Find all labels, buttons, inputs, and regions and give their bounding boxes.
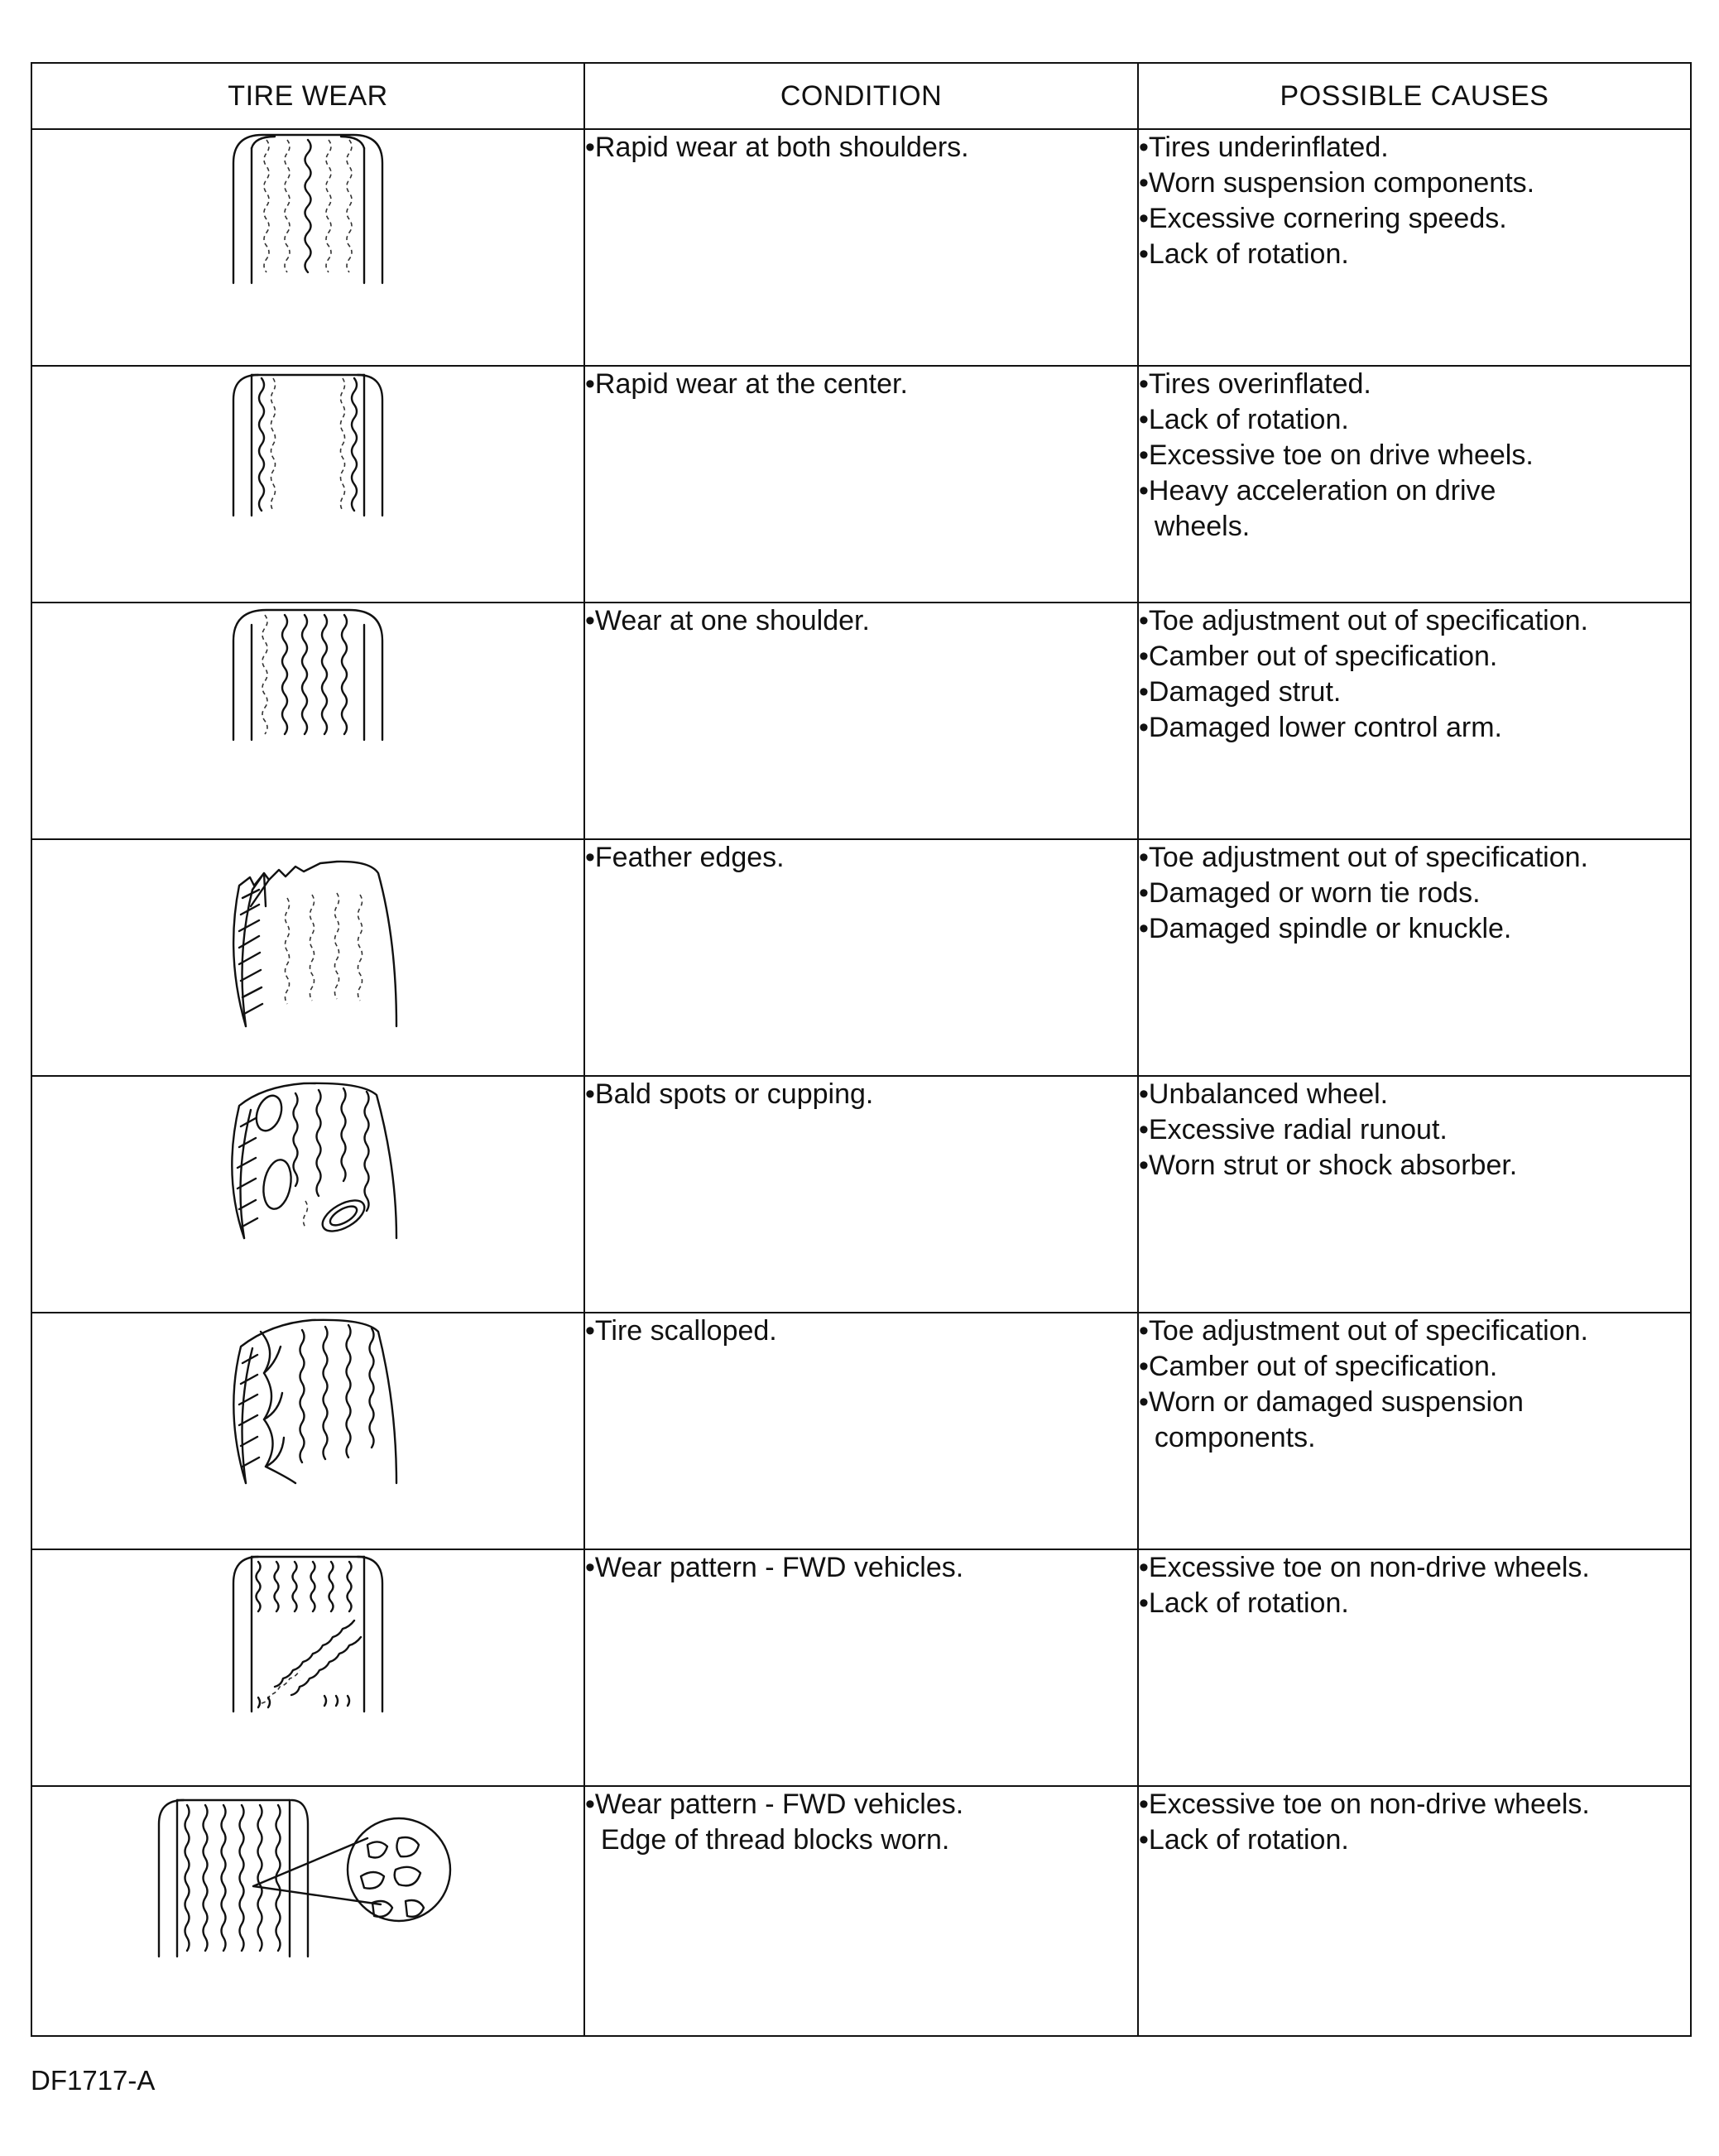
- condition-cell: [584, 366, 1138, 603]
- causes-cell: [1138, 1549, 1691, 1786]
- table-row: [31, 603, 1691, 839]
- cause-text: •Lack of rotation.: [1139, 1587, 1349, 1619]
- condition-text: •Wear pattern - FWD vehicles.: [585, 1552, 964, 1583]
- table-row: [31, 366, 1691, 603]
- cause-text: •Lack of rotation.: [1139, 1824, 1349, 1856]
- condition-text: •Rapid wear at the center.: [585, 368, 908, 400]
- header-tire-wear: TIRE WEAR: [31, 63, 584, 129]
- header-condition: CONDITION: [584, 63, 1138, 129]
- table-row: [31, 839, 1691, 1076]
- condition-cell: [584, 1786, 1138, 2036]
- cause-text: components.: [1139, 1422, 1316, 1453]
- condition-cell: [584, 1313, 1138, 1549]
- scalloped-tire-icon: [213, 1313, 403, 1487]
- tire-wear-cell: [31, 839, 584, 1076]
- figure-id: DF1717-A: [31, 2065, 156, 2096]
- condition-text: •Tire scalloped.: [585, 1315, 777, 1347]
- causes-cell: [1138, 603, 1691, 839]
- tire-wear-cell: [31, 366, 584, 603]
- cause-text: •Excessive cornering speeds.: [1139, 203, 1507, 234]
- header-possible-causes: POSSIBLE CAUSES: [1138, 63, 1691, 129]
- tire-wear-cell: [31, 1313, 584, 1549]
- causes-cell: [1138, 1076, 1691, 1313]
- cause-text: •Damaged spindle or knuckle.: [1139, 913, 1512, 944]
- feather-edge-tire-icon: [213, 840, 403, 1030]
- table-row: [31, 1313, 1691, 1549]
- condition-text: •Rapid wear at both shoulders.: [585, 132, 969, 163]
- cause-text: •Lack of rotation.: [1139, 238, 1349, 270]
- one-shoulder-wear-tire-icon: [225, 603, 391, 744]
- table-row: [31, 1786, 1691, 2036]
- cause-text: •Excessive toe on non-drive wheels.: [1139, 1552, 1590, 1583]
- diagonal-wear-tire-icon: [225, 1550, 391, 1716]
- condition-text: •Bald spots or cupping.: [585, 1078, 874, 1110]
- table-row: [31, 129, 1691, 366]
- causes-cell: [1138, 1313, 1691, 1549]
- tire-wear-cell: [31, 1076, 584, 1313]
- condition-text: •Wear at one shoulder.: [585, 605, 870, 636]
- cause-text: •Lack of rotation.: [1139, 404, 1349, 435]
- condition-cell: [584, 603, 1138, 839]
- cause-text: •Excessive toe on non-drive wheels.: [1139, 1789, 1590, 1820]
- cause-text: •Damaged or worn tie rods.: [1139, 877, 1481, 909]
- causes-cell: [1138, 366, 1691, 603]
- cupping-tire-icon: [213, 1077, 403, 1242]
- cause-text: •Camber out of specification.: [1139, 641, 1498, 672]
- condition-cell: [584, 1076, 1138, 1313]
- condition-text: •Feather edges.: [585, 842, 785, 873]
- tire-wear-cell: [31, 1549, 584, 1786]
- tread-block-wear-tire-icon: [151, 1787, 465, 1961]
- cause-text: •Worn suspension components.: [1139, 167, 1535, 199]
- cause-text: •Toe adjustment out of specification.: [1139, 605, 1588, 636]
- causes-cell: [1138, 129, 1691, 366]
- tire-wear-cell: [31, 1786, 584, 2036]
- cause-text: •Toe adjustment out of specification.: [1139, 1315, 1588, 1347]
- table-row: [31, 1076, 1691, 1313]
- condition-text: Edge of thread blocks worn.: [585, 1824, 950, 1856]
- cause-text: •Camber out of specification.: [1139, 1351, 1498, 1382]
- cause-text: wheels.: [1139, 511, 1251, 542]
- condition-cell: [584, 839, 1138, 1076]
- causes-cell: [1138, 839, 1691, 1076]
- header-row: [31, 63, 1691, 129]
- tire-wear-table: [31, 62, 1692, 2037]
- tire-wear-cell: [31, 129, 584, 366]
- causes-cell: [1138, 1786, 1691, 2036]
- cause-text: •Heavy acceleration on drive: [1139, 475, 1496, 507]
- cause-text: •Tires underinflated.: [1139, 132, 1389, 163]
- center-wear-tire-icon: [225, 367, 391, 524]
- condition-cell: [584, 129, 1138, 366]
- cause-text: •Damaged lower control arm.: [1139, 712, 1502, 743]
- shoulder-wear-tire-icon: [225, 130, 391, 295]
- cause-text: •Worn strut or shock absorber.: [1139, 1150, 1518, 1181]
- cause-text: •Excessive toe on drive wheels.: [1139, 439, 1534, 471]
- condition-cell: [584, 1549, 1138, 1786]
- cause-text: •Tires overinflated.: [1139, 368, 1371, 400]
- cause-text: •Damaged strut.: [1139, 676, 1342, 708]
- cause-text: •Toe adjustment out of specification.: [1139, 842, 1588, 873]
- cause-text: •Unbalanced wheel.: [1139, 1078, 1389, 1110]
- cause-text: •Worn or damaged suspension: [1139, 1386, 1524, 1418]
- tire-wear-cell: [31, 603, 584, 839]
- table-row: [31, 1549, 1691, 1786]
- cause-text: •Excessive radial runout.: [1139, 1114, 1448, 1145]
- condition-text: •Wear pattern - FWD vehicles.: [585, 1789, 964, 1820]
